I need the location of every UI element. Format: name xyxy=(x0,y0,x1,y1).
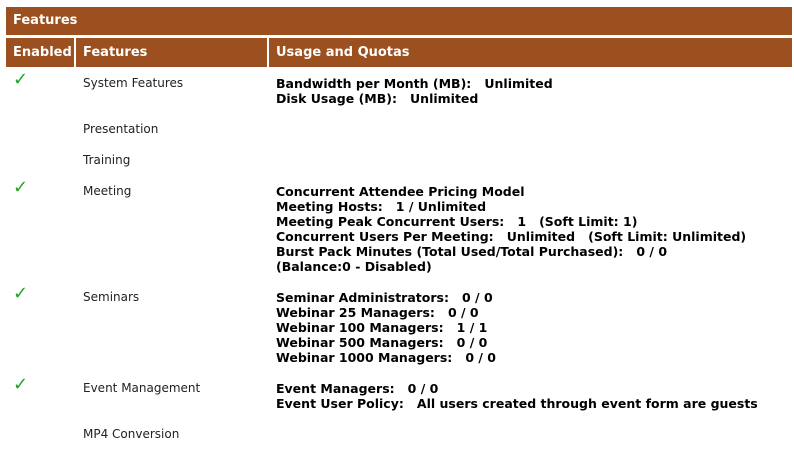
feature-name: MP4 Conversion xyxy=(83,427,180,441)
feature-name: Seminars xyxy=(83,290,140,304)
table-header xyxy=(6,38,792,67)
feature-name: Event Management xyxy=(83,381,201,395)
usage-line: Webinar 1000 Managers: 0 / 0 xyxy=(276,350,497,365)
checkmark-icon: ✓ xyxy=(13,374,29,395)
usage-line: Event Managers: 0 / 0 xyxy=(276,381,439,396)
checkmark-icon: ✓ xyxy=(13,69,29,90)
usage-line: Webinar 500 Managers: 0 / 0 xyxy=(276,335,488,350)
usage-line: Webinar 100 Managers: 1 / 1 xyxy=(276,320,488,335)
usage-line: Meeting Hosts: 1 / Unlimited xyxy=(276,199,487,214)
feature-name: System Features xyxy=(83,76,184,90)
usage-line: Disk Usage (MB): Unlimited xyxy=(276,91,479,106)
column-header-usage: Usage and Quotas xyxy=(269,38,792,67)
usage-line: Meeting Peak Concurrent Users: 1 (Soft Limit: 1) xyxy=(276,214,638,229)
usage-quotas xyxy=(276,76,553,106)
usage-line: (Balance:0 - Disabled) xyxy=(276,259,432,274)
usage-quotas xyxy=(276,184,746,274)
column-header-enabled: Enabled xyxy=(6,38,74,67)
usage-line: Burst Pack Minutes (Total Used/Total Purchased): 0 / 0 xyxy=(276,244,668,259)
usage-quotas xyxy=(276,290,496,365)
feature-name: Training xyxy=(83,153,131,167)
usage-line: Webinar 25 Managers: 0 / 0 xyxy=(276,305,479,320)
feature-name: Presentation xyxy=(83,122,159,136)
checkmark-icon: ✓ xyxy=(13,283,29,304)
checkmark-icon: ✓ xyxy=(13,177,29,198)
usage-quotas xyxy=(276,381,758,411)
usage-line: Concurrent Users Per Meeting: Unlimited (Soft Limit: Unlimited) xyxy=(276,229,747,244)
panel-title: Features xyxy=(6,7,792,35)
usage-line: Event User Policy: All users created through event form are guests xyxy=(276,396,758,411)
usage-line: Bandwidth per Month (MB): Unlimited xyxy=(276,76,553,91)
feature-name: Meeting xyxy=(83,184,132,198)
usage-line: Seminar Administrators: 0 / 0 xyxy=(276,290,493,305)
usage-line: Concurrent Attendee Pricing Model xyxy=(276,184,525,199)
column-header-features: Features xyxy=(76,38,267,67)
